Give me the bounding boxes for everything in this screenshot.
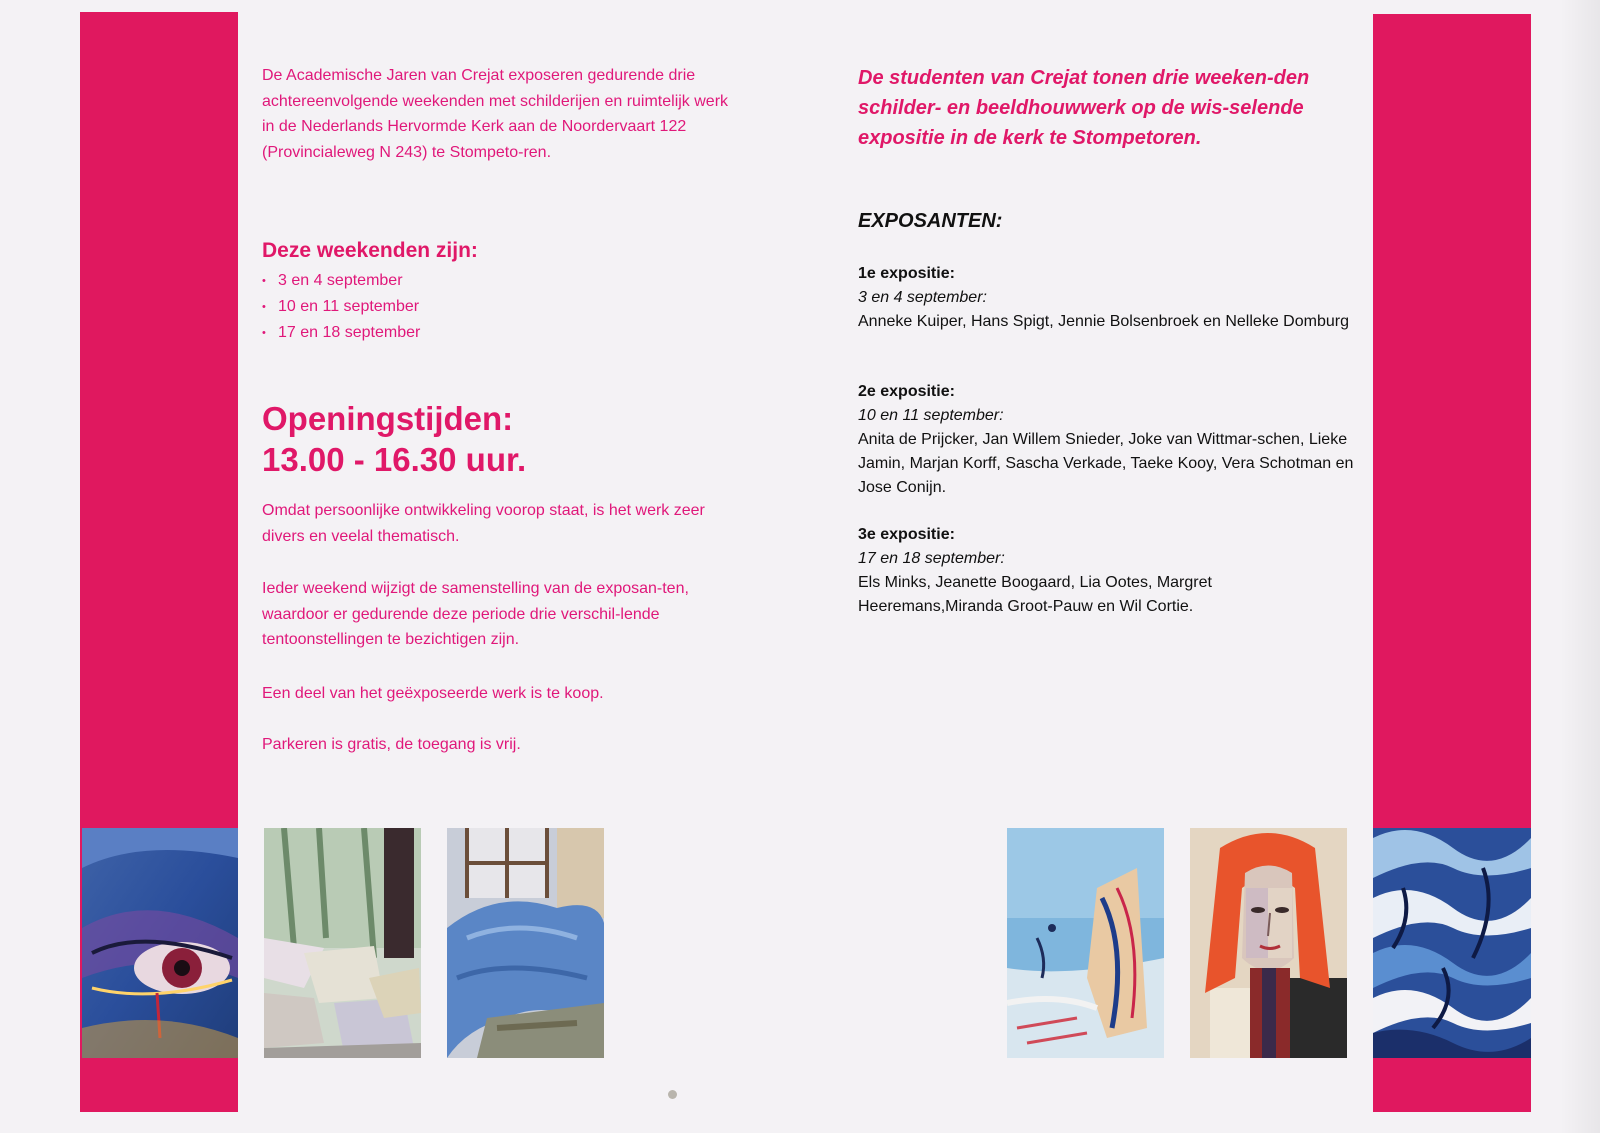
exposition-1 xyxy=(858,262,1358,334)
exposition-3 xyxy=(858,523,1358,619)
artwork-swirl-painting xyxy=(1373,828,1531,1058)
exposanten-heading: EXPOSANTEN: xyxy=(858,210,1003,232)
paragraph-parking: Parkeren is gratis, de toegang is vrij. xyxy=(262,736,521,753)
headline: De studenten van Crejat tonen drie weeken-den schilder- en beeldhouwwerk op de wis-selende expositie in de kerk te Stompetoren. xyxy=(858,67,1310,149)
exposition-artists: Els Minks, Jeanette Boogaard, Lia Ootes, Margret Heeremans,Miranda Groot-Pauw en Wil Cortie. xyxy=(858,574,1212,615)
artwork-drip-painting xyxy=(1007,828,1164,1058)
page-edge-shade xyxy=(1560,0,1600,1133)
intro-paragraph: De Academische Jaren van Crejat exposeren gedurende drie achtereenvolgende weekenden met schilderijen en ruimtelijk werk in de Nederlands Hervormde Kerk aan de Noordervaart 122 (Provincialeweg N 243) te Stompeto-ren. xyxy=(262,67,729,161)
exposition-title: 2e expositie: xyxy=(858,383,955,400)
weekend-item: • 17 en 18 september xyxy=(262,320,732,346)
artwork-face-painting xyxy=(1190,828,1347,1058)
exposition-date: 3 en 4 september: xyxy=(858,289,987,306)
exposition-artists: Anneke Kuiper, Hans Spigt, Jennie Bolsenbroek en Nelleke Domburg xyxy=(858,313,1349,330)
exposition-title: 3e expositie: xyxy=(858,526,955,543)
opening-hours-heading: Openingstijden: xyxy=(262,400,514,437)
exposition-date: 17 en 18 september: xyxy=(858,550,1005,567)
paper-speck xyxy=(668,1090,677,1099)
weekends-heading: Deze weekenden zijn: xyxy=(262,239,478,262)
exposition-title: 1e expositie: xyxy=(858,265,955,282)
paragraph-for-sale: Een deel van het geëxposeerde werk is te koop. xyxy=(262,685,604,702)
paragraph-changing-exhibits: Ieder weekend wijzigt de samenstelling van de exposan-ten, waardoor er gedurende deze periode drie verschil-lende tentoonstellingen te bezichtigen zijn. xyxy=(262,580,689,648)
paragraph-development: Omdat persoonlijke ontwikkeling voorop staat, is het werk zeer divers en veelal thematisch. xyxy=(262,502,705,545)
weekend-item: • 3 en 4 september xyxy=(262,268,732,294)
exposition-date: 10 en 11 september: xyxy=(858,407,1004,424)
artwork-rocks-painting xyxy=(264,828,421,1058)
exposition-2 xyxy=(858,380,1358,500)
opening-hours-value: 13.00 - 16.30 uur. xyxy=(262,441,527,478)
exposition-artists: Anita de Prijcker, Jan Willem Snieder, Joke van Wittmar-schen, Lieke Jamin, Marjan Korff, Sascha Verkade, Taeke Kooy, Vera Schotman en Jose Conijn. xyxy=(858,431,1354,496)
weekends-list xyxy=(262,268,732,346)
artwork-eye-painting xyxy=(82,828,238,1058)
weekend-item: • 10 en 11 september xyxy=(262,294,732,320)
artwork-blue-cloth-painting xyxy=(447,828,604,1058)
